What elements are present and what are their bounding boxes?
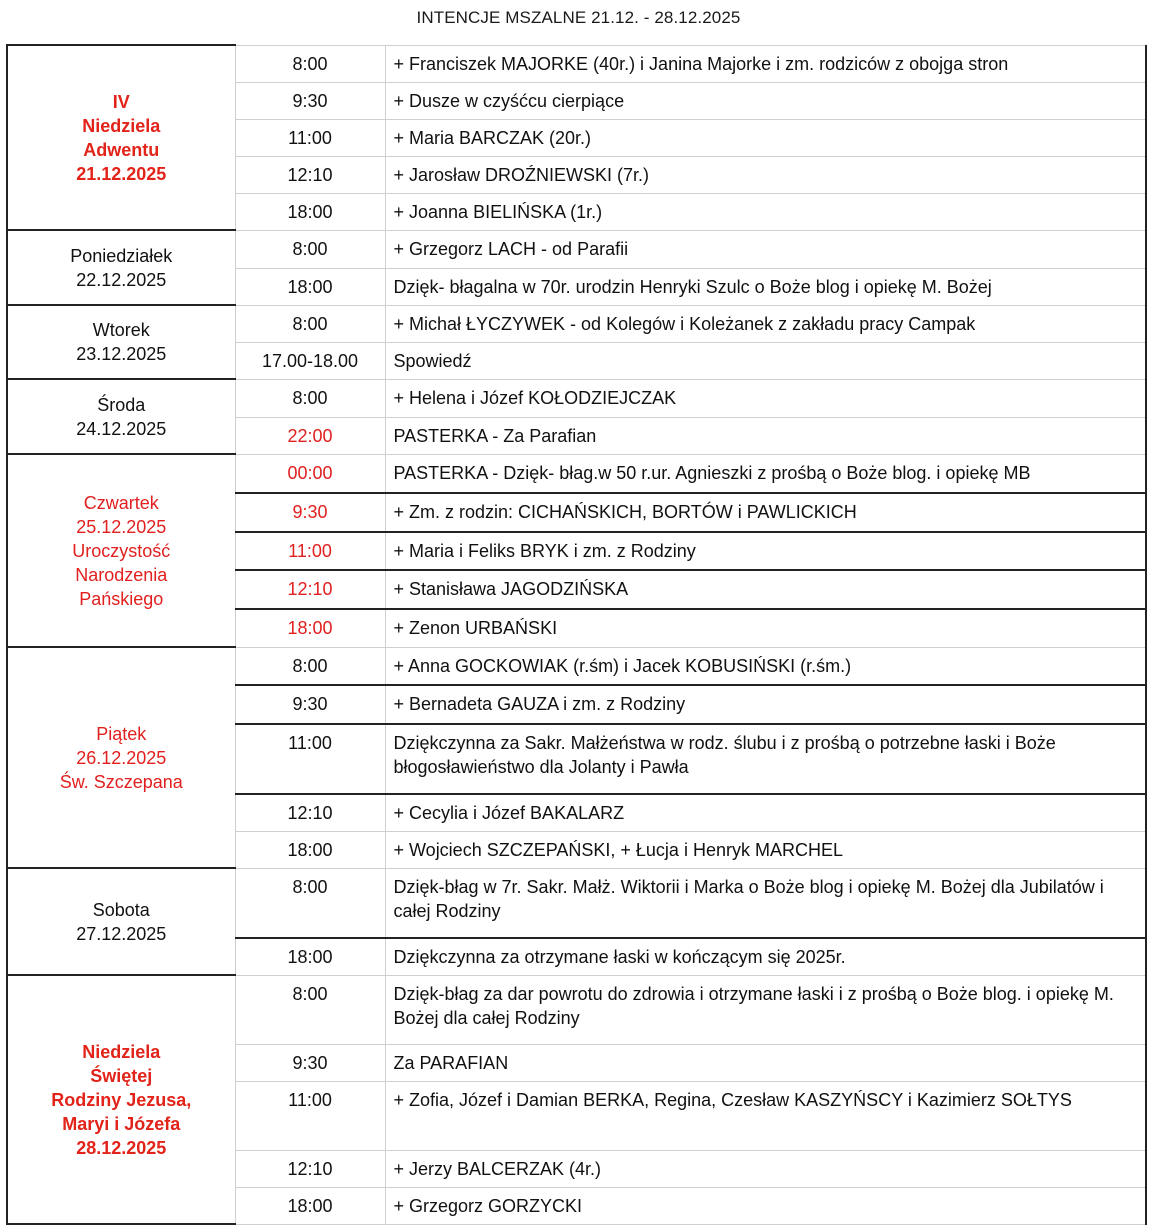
mass-time: 8:00 bbox=[235, 230, 385, 268]
mass-intention: Dzięk- błagalna w 70r. urodzin Henryki Szulc o Boże blog i opiekę M. Bożej bbox=[385, 268, 1146, 305]
mass-row bbox=[7, 868, 1146, 938]
mass-intention: + Bernadeta GAUZA i zm. z Rodziny bbox=[385, 685, 1146, 724]
day-label-line: Poniedziałek bbox=[70, 245, 173, 266]
day-label-cell bbox=[7, 45, 235, 230]
mass-intention: + Franciszek MAJORKE (40r.) i Janina Majorke i zm. rodziców z obojga stron bbox=[385, 45, 1146, 82]
mass-intention: + Helena i Józef KOŁODZIEJCZAK bbox=[385, 379, 1146, 417]
day-label-line: Niedziela bbox=[82, 115, 161, 136]
mass-row bbox=[7, 230, 1146, 268]
day-label-line: 26.12.2025 bbox=[76, 747, 167, 768]
day-label-line: 25.12.2025 bbox=[76, 516, 167, 537]
mass-time: 8:00 bbox=[235, 305, 385, 342]
day-label-line: Piątek bbox=[96, 723, 147, 744]
day-label-line: Niedziela bbox=[82, 1041, 161, 1062]
mass-intention: + Anna GOCKOWIAK (r.śm) i Jacek KOBUSIŃSKI (r.śm.) bbox=[385, 647, 1146, 685]
mass-intentions-table bbox=[6, 44, 1147, 1225]
day-label-line: Narodzenia bbox=[75, 564, 168, 585]
mass-time: 11:00 bbox=[235, 119, 385, 156]
mass-time: 18:00 bbox=[235, 268, 385, 305]
mass-intention: PASTERKA - Za Parafian bbox=[385, 417, 1146, 454]
day-label-cell bbox=[7, 454, 235, 647]
mass-time: 18:00 bbox=[235, 1187, 385, 1224]
mass-time: 11:00 bbox=[235, 1081, 385, 1150]
day-label-line: Pańskiego bbox=[79, 588, 164, 609]
mass-intention: Dziękczynna za otrzymane łaski w kończącym się 2025r. bbox=[385, 938, 1146, 976]
mass-time: 12:10 bbox=[235, 570, 385, 609]
mass-time: 12:10 bbox=[235, 1150, 385, 1187]
day-label-cell bbox=[7, 868, 235, 975]
mass-time: 18:00 bbox=[235, 609, 385, 648]
mass-row bbox=[7, 45, 1146, 82]
day-label-line: Wtorek bbox=[92, 320, 150, 340]
mass-intention: + Maria BARCZAK (20r.) bbox=[385, 119, 1146, 156]
mass-time: 8:00 bbox=[235, 975, 385, 1044]
day-label-cell bbox=[7, 975, 235, 1224]
page-title: INTENCJE MSZALNE 21.12. - 28.12.2025 bbox=[416, 8, 741, 27]
mass-intention: Dzięk-błag w 7r. Sakr. Małż. Wiktorii i Marka o Boże blog i opiekę M. Bożej dla Jubilatów i całej Rodziny bbox=[385, 868, 1146, 938]
day-label-cell bbox=[7, 379, 235, 454]
day-label-line: 28.12.2025 bbox=[76, 1137, 167, 1158]
mass-time: 12:10 bbox=[235, 156, 385, 193]
mass-time: 18:00 bbox=[235, 831, 385, 868]
day-label-line: Uroczystość bbox=[72, 540, 171, 561]
mass-intention: + Zm. z rodzin: CICHAŃSKICH, BORTÓW i PAWLICKICH bbox=[385, 493, 1146, 532]
day-label-line: 21.12.2025 bbox=[76, 163, 167, 184]
mass-time: 8:00 bbox=[235, 647, 385, 685]
mass-intention: + Joanna BIELIŃSKA (1r.) bbox=[385, 193, 1146, 230]
mass-intention: + Zenon URBAŃSKI bbox=[385, 609, 1146, 648]
day-label-line: 22.12.2025 bbox=[76, 269, 167, 290]
day-label-cell bbox=[7, 305, 235, 379]
mass-row bbox=[7, 305, 1146, 342]
mass-intention: Spowiedź bbox=[385, 342, 1146, 379]
day-label-line: Środa bbox=[97, 394, 146, 415]
day-label-line: Sobota bbox=[92, 899, 150, 920]
mass-intention: + Maria i Feliks BRYK i zm. z Rodziny bbox=[385, 532, 1146, 570]
day-label-line: Maryi i Józefa bbox=[62, 1113, 181, 1134]
mass-time: 18:00 bbox=[235, 193, 385, 230]
day-label-line: Św. Szczepana bbox=[59, 771, 183, 792]
day-label-line: Adwentu bbox=[83, 139, 160, 160]
mass-intention: + Zofia, Józef i Damian BERKA, Regina, Czesław KASZYŃSCY i Kazimierz SOŁTYS bbox=[385, 1081, 1146, 1150]
day-label-line: 27.12.2025 bbox=[76, 923, 167, 944]
mass-intention: + Cecylia i Józef BAKALARZ bbox=[385, 794, 1146, 832]
mass-time: 17.00-18.00 bbox=[235, 342, 385, 379]
mass-time: 9:30 bbox=[235, 685, 385, 724]
day-label-line: Świętej bbox=[90, 1065, 153, 1086]
day-label-line: 24.12.2025 bbox=[76, 418, 167, 439]
day-label-line: Czwartek bbox=[83, 492, 159, 513]
mass-row bbox=[7, 647, 1146, 685]
mass-intention: Za PARAFIAN bbox=[385, 1044, 1146, 1081]
mass-time: 11:00 bbox=[235, 532, 385, 570]
mass-row bbox=[7, 454, 1146, 493]
mass-intention: + Jerzy BALCERZAK (4r.) bbox=[385, 1150, 1146, 1187]
mass-intention: PASTERKA - Dzięk- błag.w 50 r.ur. Agnieszki z prośbą o Boże blog. i opiekę MB bbox=[385, 454, 1146, 493]
mass-intention: Dziękczynna za Sakr. Małżeństwa w rodz. ślubu i z prośbą o potrzebne łaski i Boże błogosławieństwo dla Jolanty i Pawła bbox=[385, 724, 1146, 794]
mass-intention: + Grzegorz LACH - od Parafii bbox=[385, 230, 1146, 268]
mass-row bbox=[7, 975, 1146, 1044]
mass-time: 12:10 bbox=[235, 794, 385, 832]
mass-time: 8:00 bbox=[235, 868, 385, 938]
mass-time: 8:00 bbox=[235, 45, 385, 82]
day-label-line: 23.12.2025 bbox=[76, 344, 167, 364]
mass-intention: + Grzegorz GORZYCKI bbox=[385, 1187, 1146, 1224]
day-label-line: Rodziny Jezusa, bbox=[51, 1089, 192, 1110]
mass-time: 18:00 bbox=[235, 938, 385, 976]
mass-row bbox=[7, 379, 1146, 417]
mass-time: 8:00 bbox=[235, 379, 385, 417]
mass-intention: + Stanisława JAGODZIŃSKA bbox=[385, 570, 1146, 609]
day-label-cell bbox=[7, 647, 235, 868]
mass-intention: + Dusze w czyśćcu cierpiące bbox=[385, 82, 1146, 119]
mass-intention: Dzięk-błag za dar powrotu do zdrowia i otrzymane łaski i z prośbą o Boże blog. i opiekę M. Bożej dla całej Rodziny bbox=[385, 975, 1146, 1044]
mass-time: 9:30 bbox=[235, 1044, 385, 1081]
mass-time: 9:30 bbox=[235, 493, 385, 532]
mass-intention: + Jarosław DROŹNIEWSKI (7r.) bbox=[385, 156, 1146, 193]
mass-time: 11:00 bbox=[235, 724, 385, 794]
day-label-line: IV bbox=[112, 91, 130, 112]
mass-intention: + Wojciech SZCZEPAŃSKI, + Łucja i Henryk MARCHEL bbox=[385, 831, 1146, 868]
mass-time: 22:00 bbox=[235, 417, 385, 454]
mass-time: 9:30 bbox=[235, 82, 385, 119]
mass-time: 00:00 bbox=[235, 454, 385, 493]
mass-intention: + Michał ŁYCZYWEK - od Kolegów i Koleżanek z zakładu pracy Campak bbox=[385, 305, 1146, 342]
day-label-cell bbox=[7, 230, 235, 305]
